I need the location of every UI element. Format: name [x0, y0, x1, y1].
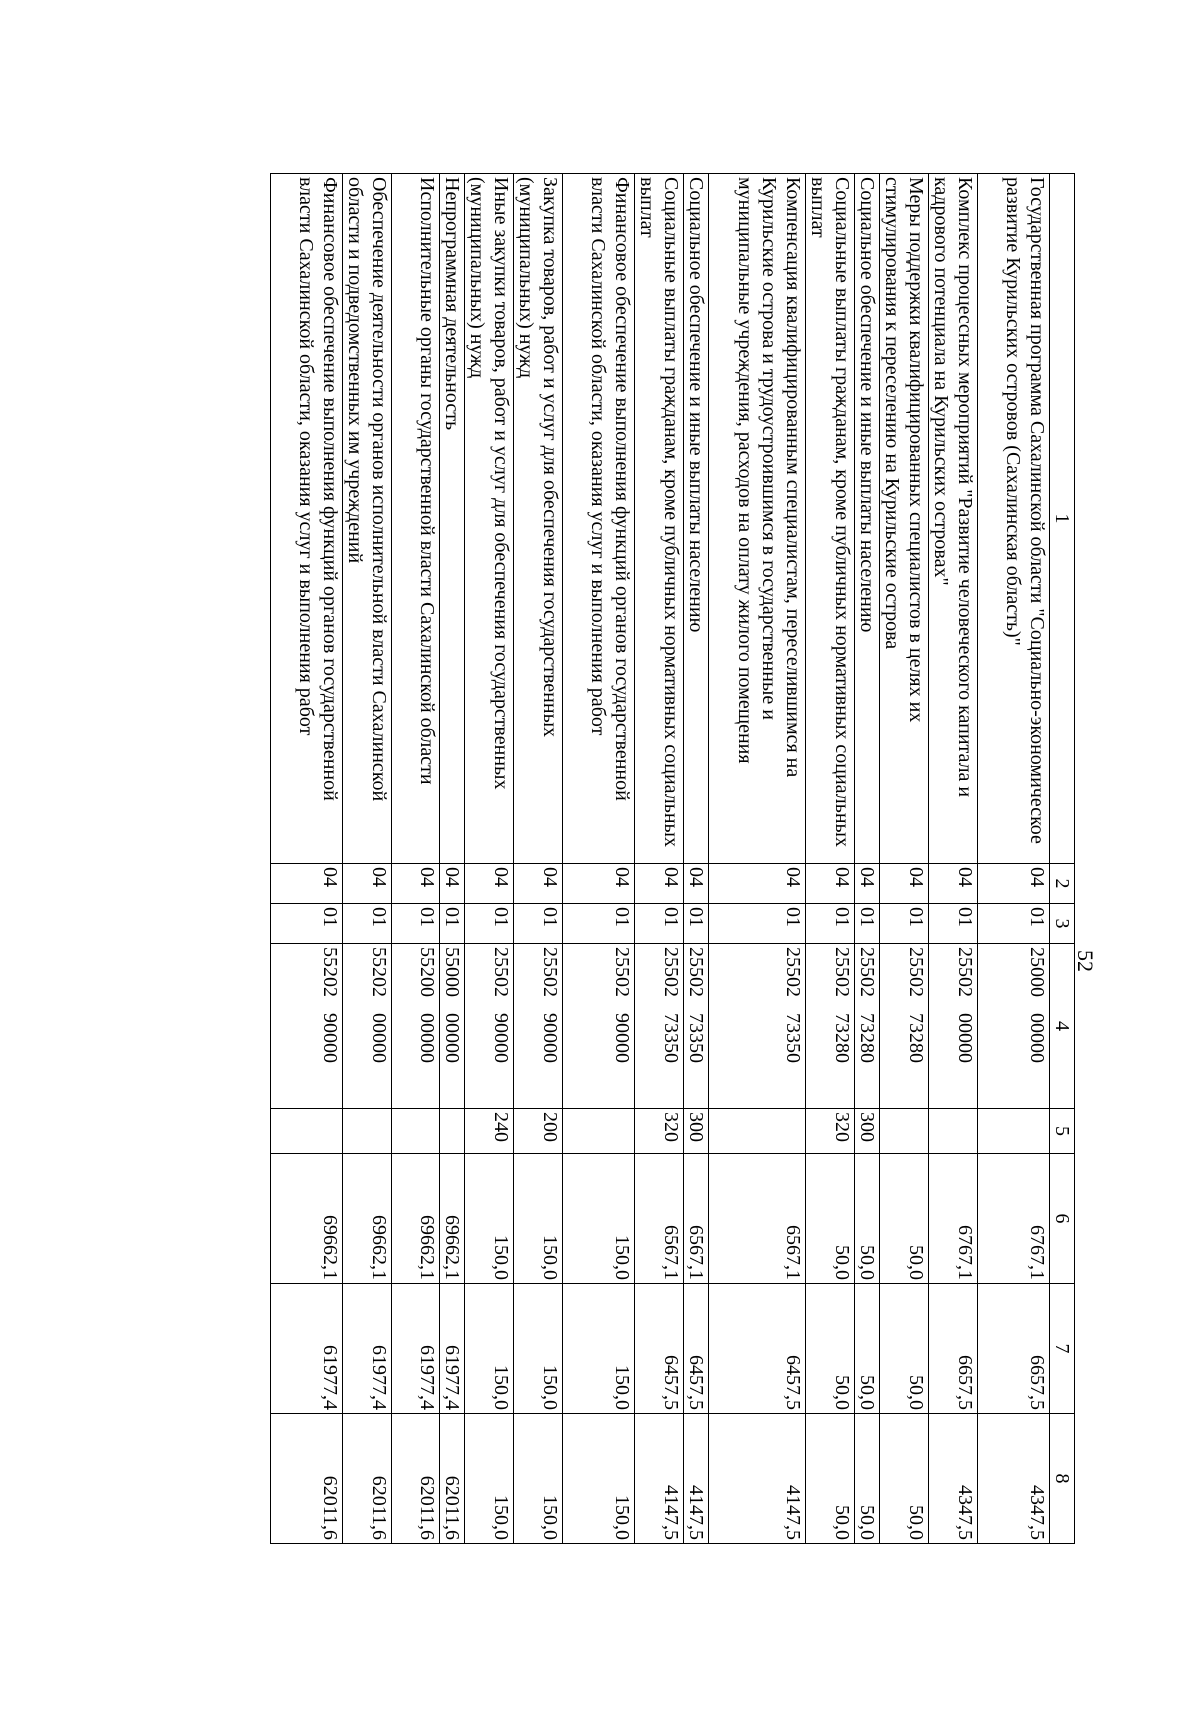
row-code-section: 04: [271, 864, 343, 904]
table-row: [635, 174, 684, 1544]
row-amount-8: 62011,6: [440, 1414, 465, 1544]
row-code-expense-type: [271, 1109, 343, 1154]
table-row: [563, 174, 635, 1544]
target-code-direction: 90000: [490, 1013, 512, 1063]
row-code-section: 04: [514, 864, 563, 904]
row-code-target: [978, 944, 1050, 1109]
row-amount-8: 150,0: [563, 1414, 635, 1544]
row-code-target: [635, 944, 684, 1109]
target-code-direction: 00000: [441, 1013, 463, 1063]
row-code-target: [855, 944, 880, 1109]
row-amount-8: 50,0: [855, 1414, 880, 1544]
row-name: Комплекс процессных мероприятий "Развитие человеческого капитала и кадрового потенциала на Курильских островах": [929, 174, 978, 864]
target-code-program: 25502: [905, 947, 927, 997]
target-code-direction: 73280: [905, 1013, 927, 1063]
table-row: [855, 174, 880, 1544]
row-amount-6: 6567,1: [709, 1154, 806, 1284]
target-code-program: 25502: [660, 947, 682, 997]
target-code-direction: 90000: [611, 1013, 633, 1063]
page-number: 52: [1073, 950, 1098, 972]
row-amount-8: 4147,5: [635, 1414, 684, 1544]
row-amount-7: 61977,4: [343, 1284, 392, 1414]
target-code-direction: 00000: [954, 1013, 976, 1063]
row-code-subsection: 01: [271, 904, 343, 944]
target-code-program: 55202: [368, 947, 390, 997]
row-code-expense-type: 320: [806, 1109, 855, 1154]
header-col-1: 1: [1050, 174, 1075, 864]
row-amount-6: 150,0: [563, 1154, 635, 1284]
row-name: Закупка товаров, работ и услуг для обеспечения государственных (муниципальных) нужд: [514, 174, 563, 864]
row-code-target: [343, 944, 392, 1109]
row-code-subsection: 01: [440, 904, 465, 944]
row-code-expense-type: 240: [465, 1109, 514, 1154]
row-code-subsection: 01: [806, 904, 855, 944]
row-code-expense-type: 320: [635, 1109, 684, 1154]
row-name: Финансовое обеспечение выполнения функций органов государственной власти Сахалинской области, оказания услуг и выполнения работ: [271, 174, 343, 864]
row-code-section: 04: [880, 864, 929, 904]
target-code-program: 25502: [539, 947, 561, 997]
target-code-program: 25502: [490, 947, 512, 997]
row-code-subsection: 01: [855, 904, 880, 944]
table-row: [343, 174, 392, 1544]
target-code-direction: 73350: [782, 1013, 804, 1063]
row-name: Исполнительные органы государственной власти Сахалинской области: [392, 174, 440, 864]
row-amount-8: 4147,5: [709, 1414, 806, 1544]
table-row: [271, 174, 343, 1544]
row-amount-6: 6767,1: [978, 1154, 1050, 1284]
row-amount-8: 50,0: [880, 1414, 929, 1544]
row-amount-8: 62011,6: [392, 1414, 440, 1544]
header-col-2: 2: [1050, 864, 1075, 904]
row-code-target: [563, 944, 635, 1109]
row-amount-7: 150,0: [465, 1284, 514, 1414]
row-amount-7: 6457,5: [635, 1284, 684, 1414]
target-code-direction: 73350: [660, 1013, 682, 1063]
row-code-subsection: 01: [514, 904, 563, 944]
row-amount-6: 69662,1: [392, 1154, 440, 1284]
budget-table: [270, 173, 1075, 1544]
table-row: [440, 174, 465, 1544]
target-code-direction: 90000: [539, 1013, 561, 1063]
row-code-section: 04: [709, 864, 806, 904]
row-code-expense-type: 300: [855, 1109, 880, 1154]
row-code-expense-type: [440, 1109, 465, 1154]
row-amount-7: 150,0: [514, 1284, 563, 1414]
header-col-8: 8: [1050, 1414, 1075, 1544]
row-amount-6: 50,0: [806, 1154, 855, 1284]
row-code-section: 04: [806, 864, 855, 904]
row-amount-7: 6657,5: [978, 1284, 1050, 1414]
row-code-subsection: 01: [343, 904, 392, 944]
row-amount-6: 6567,1: [684, 1154, 709, 1284]
row-amount-7: 50,0: [806, 1284, 855, 1414]
target-code-direction: 73280: [856, 1013, 878, 1063]
target-code-program: 25502: [685, 947, 707, 997]
target-code-program: 25502: [856, 947, 878, 997]
target-code-program: 25502: [611, 947, 633, 997]
row-code-subsection: 01: [684, 904, 709, 944]
row-amount-7: 61977,4: [440, 1284, 465, 1414]
row-amount-6: 50,0: [880, 1154, 929, 1284]
row-amount-8: 4347,5: [929, 1414, 978, 1544]
row-amount-6: 69662,1: [271, 1154, 343, 1284]
target-code-direction: 00000: [368, 1013, 390, 1063]
row-amount-6: 6567,1: [635, 1154, 684, 1284]
row-amount-7: 6457,5: [709, 1284, 806, 1414]
row-code-target: [684, 944, 709, 1109]
table-row: [684, 174, 709, 1544]
row-code-target: [271, 944, 343, 1109]
row-name: Социальные выплаты гражданам, кроме публичных нормативных социальных выплат: [635, 174, 684, 864]
row-code-expense-type: [343, 1109, 392, 1154]
header-col-7: 7: [1050, 1284, 1075, 1414]
row-amount-7: 150,0: [563, 1284, 635, 1414]
row-code-target: [440, 944, 465, 1109]
row-name: Непрограммная деятельность: [440, 174, 465, 864]
row-name: Обеспечение деятельности органов исполнительной власти Сахалинской области и подведомственных им учреждений: [343, 174, 392, 864]
target-code-direction: 00000: [416, 1013, 438, 1063]
target-code-program: 25502: [954, 947, 976, 997]
row-amount-7: 6657,5: [929, 1284, 978, 1414]
row-code-expense-type: [392, 1109, 440, 1154]
row-amount-6: 150,0: [465, 1154, 514, 1284]
row-amount-8: 4147,5: [684, 1414, 709, 1544]
row-code-expense-type: [709, 1109, 806, 1154]
row-amount-8: 50,0: [806, 1414, 855, 1544]
budget-table-rotated: [120, 173, 1075, 1543]
table-row: [806, 174, 855, 1544]
row-amount-7: 50,0: [880, 1284, 929, 1414]
row-code-target: [465, 944, 514, 1109]
row-name: Социальные выплаты гражданам, кроме публичных нормативных социальных выплат: [806, 174, 855, 864]
row-code-section: 04: [392, 864, 440, 904]
row-code-subsection: 01: [709, 904, 806, 944]
row-amount-8: 62011,6: [271, 1414, 343, 1544]
row-code-subsection: 01: [465, 904, 514, 944]
row-code-subsection: 01: [563, 904, 635, 944]
table-header-row: [1050, 174, 1075, 1544]
row-code-section: 04: [978, 864, 1050, 904]
row-amount-8: 150,0: [514, 1414, 563, 1544]
row-name: Социальное обеспечение и иные выплаты населению: [684, 174, 709, 864]
row-name: Иные закупки товаров, работ и услуг для обеспечения государственных (муниципальных) нужд: [465, 174, 514, 864]
row-name: Социальное обеспечение и иные выплаты населению: [855, 174, 880, 864]
row-code-expense-type: [929, 1109, 978, 1154]
header-col-5: 5: [1050, 1109, 1075, 1154]
row-code-section: 04: [343, 864, 392, 904]
row-code-subsection: 01: [978, 904, 1050, 944]
row-amount-7: 61977,4: [392, 1284, 440, 1414]
table-row: [709, 174, 806, 1544]
table-row: [392, 174, 440, 1544]
row-code-target: [880, 944, 929, 1109]
target-code-program: 55202: [319, 947, 341, 997]
row-amount-6: 150,0: [514, 1154, 563, 1284]
target-code-program: 55200: [416, 947, 438, 997]
row-name: Меры поддержки квалифицированных специалистов в целях их стимулирования к переселению на Курильские острова: [880, 174, 929, 864]
target-code-direction: 90000: [319, 1013, 341, 1063]
row-code-subsection: 01: [392, 904, 440, 944]
row-amount-8: 4347,5: [978, 1414, 1050, 1544]
row-code-section: 04: [855, 864, 880, 904]
target-code-direction: 00000: [1026, 1013, 1048, 1063]
target-code-program: 25502: [831, 947, 853, 997]
header-col-6: 6: [1050, 1154, 1075, 1284]
table-row: [514, 174, 563, 1544]
row-code-expense-type: [563, 1109, 635, 1154]
target-code-program: 25502: [782, 947, 804, 997]
target-code-program: 25000: [1026, 947, 1048, 997]
row-code-section: 04: [635, 864, 684, 904]
row-code-expense-type: 200: [514, 1109, 563, 1154]
row-name: Финансовое обеспечение выполнения функций органов государственной власти Сахалинской области, оказания услуг и выполнения работ: [563, 174, 635, 864]
row-amount-6: 6767,1: [929, 1154, 978, 1284]
row-code-expense-type: [978, 1109, 1050, 1154]
header-col-3: 3: [1050, 904, 1075, 944]
table-row: [929, 174, 978, 1544]
row-code-target: [806, 944, 855, 1109]
row-code-subsection: 01: [880, 904, 929, 944]
row-code-expense-type: 300: [684, 1109, 709, 1154]
row-code-section: 04: [465, 864, 514, 904]
row-amount-7: 50,0: [855, 1284, 880, 1414]
table-row: [978, 174, 1050, 1544]
row-code-subsection: 01: [635, 904, 684, 944]
row-code-section: 04: [563, 864, 635, 904]
row-name: Компенсация квалифицированным специалистам, переселившимся на Курильские острова и трудоустроившимся в государственные и муниципальные учреждения, расходов на оплату жилого помещения: [709, 174, 806, 864]
row-code-section: 04: [929, 864, 978, 904]
row-code-expense-type: [880, 1109, 929, 1154]
row-amount-7: 6457,5: [684, 1284, 709, 1414]
row-amount-8: 150,0: [465, 1414, 514, 1544]
row-amount-6: 69662,1: [343, 1154, 392, 1284]
header-col-4: 4: [1050, 944, 1075, 1109]
target-code-program: 55000: [441, 947, 463, 997]
row-code-subsection: 01: [929, 904, 978, 944]
row-code-target: [709, 944, 806, 1109]
table-row: [880, 174, 929, 1544]
row-code-target: [514, 944, 563, 1109]
target-code-direction: 73280: [831, 1013, 853, 1063]
row-amount-8: 62011,6: [343, 1414, 392, 1544]
table-row: [465, 174, 514, 1544]
row-amount-7: 61977,4: [271, 1284, 343, 1414]
row-code-target: [392, 944, 440, 1109]
row-code-target: [929, 944, 978, 1109]
row-name: Государственная программа Сахалинской области "Социально-экономическое развитие Курильских островов (Сахалинская область)": [978, 174, 1050, 864]
row-amount-6: 69662,1: [440, 1154, 465, 1284]
row-amount-6: 50,0: [855, 1154, 880, 1284]
row-code-section: 04: [440, 864, 465, 904]
target-code-direction: 73350: [685, 1013, 707, 1063]
row-code-section: 04: [684, 864, 709, 904]
